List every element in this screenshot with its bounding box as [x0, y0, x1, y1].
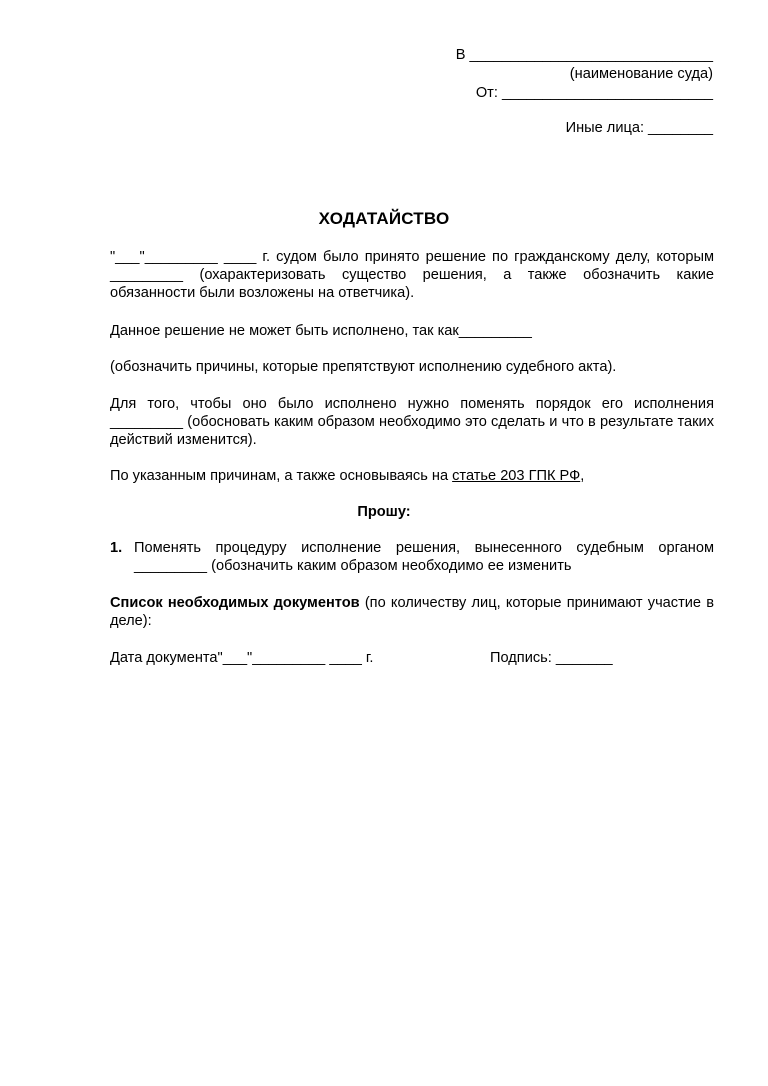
documents-list-heading: Список необходимых документов: [110, 595, 360, 611]
other-persons-line: Иные лица: ________: [565, 120, 713, 136]
documents-list-paragraph: [110, 594, 714, 630]
request-item-text: Поменять процедуру исполнение решения, вынесенного судебным органом _________ (обозначить каким образом необходимо ее изменить: [134, 540, 714, 574]
paragraph-reasons-hint: (обозначить причины, которые препятствуют исполнению судебного акта).: [110, 359, 617, 375]
request-heading: Прошу:: [357, 504, 411, 520]
grounds-suffix: ,: [580, 468, 585, 484]
court-name-hint: (наименование суда): [569, 66, 713, 82]
request-item-number: 1.: [110, 540, 123, 556]
document-date-line: Дата документа"___"_________ ____ г.: [110, 650, 374, 666]
addressee-court-line: В ______________________________: [455, 47, 713, 63]
paragraph-decision: "___"_________ ____ г. судом было принято решение по гражданскому делу, которым _________ (охарактеризовать существо решения, а также обозначить какие обязанности были возложены на ответчика).: [110, 249, 714, 301]
grounds-prefix: По указанным причинам, а также основываясь на: [110, 468, 453, 484]
documents-list-note: (по количеству лиц, которые принимают участие в деле):: [110, 595, 714, 629]
paragraph-cannot-execute: Данное решение не может быть исполнено, так как_________: [110, 323, 532, 339]
document-title: ХОДАТАЙСТВО: [318, 209, 450, 228]
request-item: [110, 539, 714, 575]
paragraph-change-procedure: Для того, чтобы оно было исполнено нужно поменять порядок его исполнения _________ (обосновать каким образом необходимо это сделать и что в результате таких действий изменится).: [110, 396, 714, 448]
law-article-link[interactable]: статье 203 ГПК РФ: [452, 468, 581, 484]
from-line: От: __________________________: [475, 85, 713, 101]
signature-line: Подпись: _______: [490, 650, 613, 666]
paragraph-grounds: [110, 467, 584, 485]
